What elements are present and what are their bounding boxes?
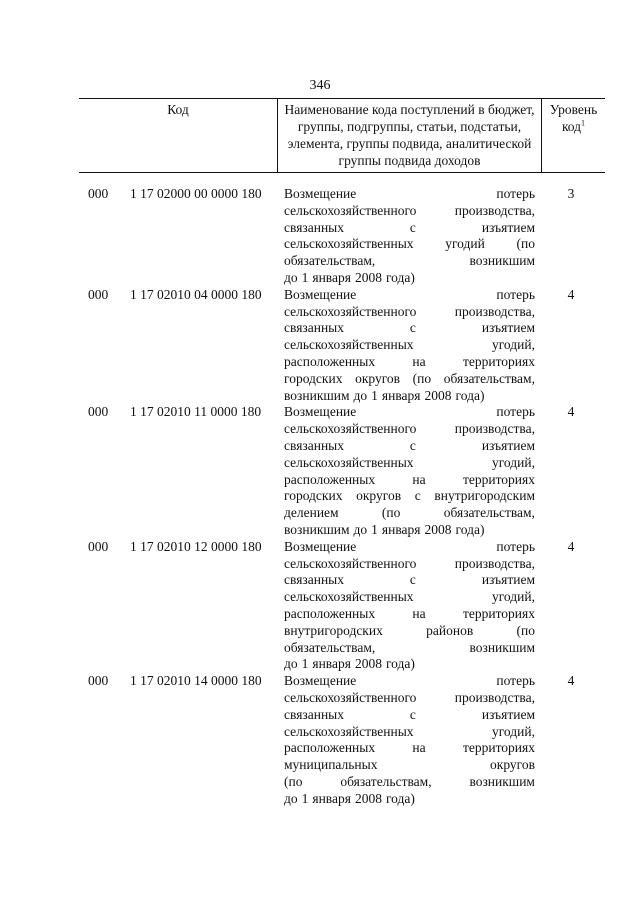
name-line: сельскохозяйственного производства, <box>284 689 535 705</box>
table-row <box>88 404 588 538</box>
page-number: 346 <box>309 78 331 93</box>
table-row <box>88 539 588 673</box>
name-line: сельскохозяйственных угодий, <box>284 589 535 605</box>
admin-code: 000 <box>88 538 109 554</box>
name-line: Возмещение потерь <box>284 673 535 689</box>
name-line: до 1 января 2008 года) <box>284 790 415 806</box>
admin-code: 000 <box>88 186 109 201</box>
income-code: 1 17 02010 12 0000 180 <box>130 538 262 554</box>
name-line: расположенных на территориях <box>284 605 535 621</box>
column-header-level-label: Уровень код <box>549 102 598 134</box>
code-level: 4 <box>567 538 575 554</box>
table-body <box>88 186 588 807</box>
name-line: городских округов с внутригородским <box>284 488 535 504</box>
name-line: связанных с изъятием <box>284 706 535 722</box>
name-line: сельскохозяйственных угодий, <box>284 723 535 739</box>
name-line: муниципальных округов <box>284 757 535 773</box>
column-header-name: Наименование кода поступлений в бюджет, группы, подгруппы, статьи, подстатьи, элемента, группы подвида, аналитической группы подвида доходов <box>278 99 542 173</box>
name-line: Возмещение потерь <box>284 404 535 420</box>
name-line: делением (по обязательствам, <box>284 505 535 521</box>
name-line: (по обязательствам, возникшим <box>284 773 535 789</box>
name-line: расположенных на территориях <box>284 471 535 487</box>
name-line: Возмещение потерь <box>284 538 535 554</box>
table-row <box>88 673 588 807</box>
income-name <box>284 539 535 673</box>
admin-code: 000 <box>88 286 109 302</box>
admin-code: 000 <box>88 673 109 689</box>
income-code: 1 17 02010 14 0000 180 <box>130 673 262 689</box>
income-name <box>284 404 535 538</box>
name-line: связанных с изъятием <box>284 437 535 453</box>
name-line: расположенных на территориях <box>284 740 535 756</box>
name-line: Возмещение потерь <box>284 186 535 201</box>
footnote-marker: 1 <box>581 118 586 128</box>
table-row <box>88 287 588 405</box>
income-code: 1 17 02010 04 0000 180 <box>130 286 262 302</box>
name-line: возникшим до 1 января 2008 года) <box>284 387 485 403</box>
name-line: обязательствам, возникшим <box>284 639 535 655</box>
income-code: 1 17 02010 11 0000 180 <box>130 404 262 420</box>
income-code: 1 17 02000 00 0000 180 <box>130 186 262 201</box>
code-level: 4 <box>567 673 575 689</box>
code-level: 4 <box>567 404 575 420</box>
name-line: расположенных на территориях <box>284 353 535 369</box>
name-line: внутригородских районов (по <box>284 622 535 638</box>
name-line: сельскохозяйственного производства, <box>284 555 535 571</box>
table-row <box>88 186 588 287</box>
name-line: обязательствам, возникшим <box>284 253 535 269</box>
name-line: сельскохозяйственного производства, <box>284 303 535 319</box>
name-line: сельскохозяйственных угодий (по <box>284 236 535 252</box>
name-line: сельскохозяйственных угодий, <box>284 454 535 470</box>
name-line: Возмещение потерь <box>284 286 535 302</box>
name-line: связанных с изъятием <box>284 320 535 336</box>
name-line: до 1 января 2008 года) <box>284 269 415 285</box>
income-name <box>284 287 535 405</box>
name-line: сельскохозяйственного производства, <box>284 202 535 218</box>
code-level: 4 <box>567 286 575 302</box>
name-line: до 1 января 2008 года) <box>284 656 415 672</box>
name-line: возникшим до 1 января 2008 года) <box>284 521 485 537</box>
name-line: связанных с изъятием <box>284 572 535 588</box>
income-name <box>284 186 535 287</box>
column-header-code: Код <box>79 99 278 173</box>
name-line: сельскохозяйственных угодий, <box>284 337 535 353</box>
income-name <box>284 673 535 807</box>
admin-code: 000 <box>88 404 109 420</box>
name-line: городских округов (по обязательствам, <box>284 370 535 386</box>
column-header-level <box>542 99 606 173</box>
name-line: связанных с изъятием <box>284 219 535 235</box>
name-line: сельскохозяйственного производства, <box>284 421 535 437</box>
table-header <box>79 98 605 173</box>
code-level: 3 <box>567 186 575 201</box>
